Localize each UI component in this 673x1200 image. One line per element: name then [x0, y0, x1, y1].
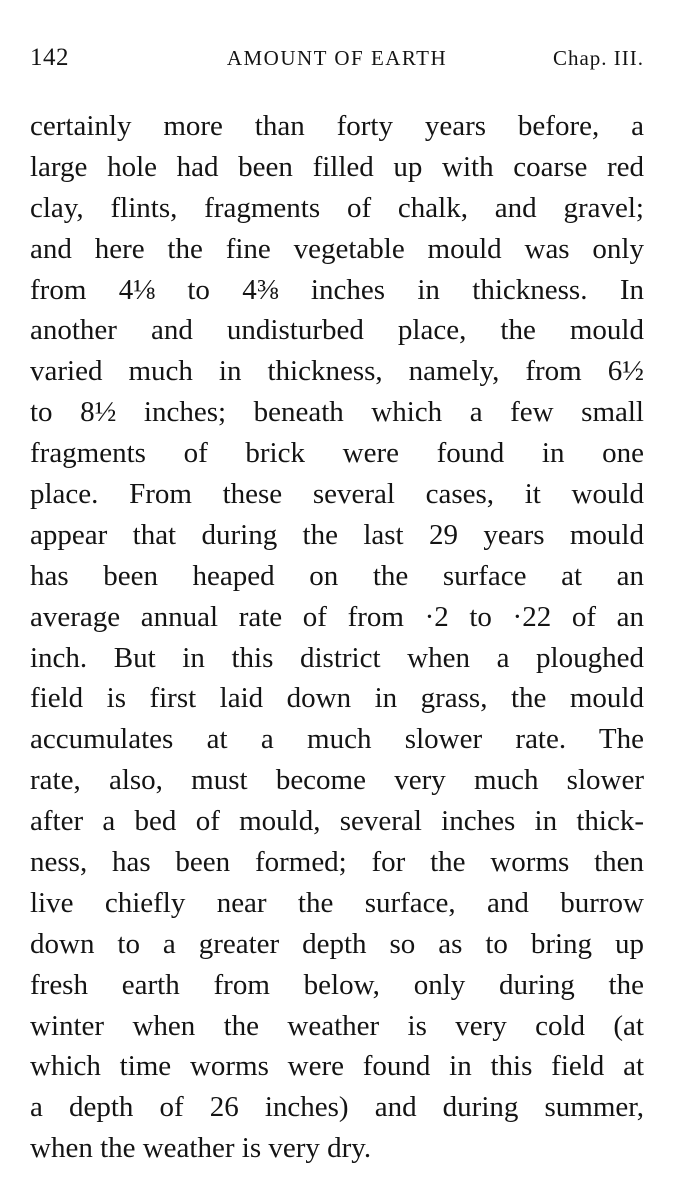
running-head: [30, 44, 644, 76]
chapter-label: Chap. III.: [552, 46, 644, 70]
text-line: another and undisturbed place, the mould: [30, 314, 644, 347]
text-line: live chiefly near the surface, and burrow: [30, 886, 644, 919]
page-number: 142: [30, 44, 69, 71]
text-line: place. From these several cases, it would: [30, 478, 644, 511]
text-line: a depth of 26 inches) and during summer,: [30, 1091, 644, 1124]
text-line: certainly more than forty years before, a: [30, 110, 644, 142]
book-page: [30, 0, 644, 1200]
text-line: which time worms were found in this field at: [30, 1050, 644, 1083]
text-line: from 4⅛ to 4⅜ inches in thickness. In: [30, 273, 644, 306]
text-line: ness, has been formed; for the worms then: [30, 846, 644, 879]
text-line: average annual rate of from ·2 to ·22 of an: [30, 600, 644, 633]
text-line: to 8½ inches; beneath which a few small: [30, 396, 644, 429]
text-line: after a bed of mould, several inches in thick-: [30, 805, 644, 838]
text-line: appear that during the last 29 years mould: [30, 518, 644, 551]
text-line: clay, flints, fragments of chalk, and gravel;: [30, 191, 644, 224]
text-line: field is first laid down in grass, the mould: [30, 682, 644, 715]
running-title: AMOUNT OF EARTH: [226, 46, 448, 70]
text-line: fresh earth from below, only during the: [30, 968, 644, 1001]
text-line: inch. But in this district when a ploughed: [30, 641, 644, 674]
text-line: large hole had been filled up with coarse red: [30, 150, 644, 183]
body-text: [30, 106, 644, 1169]
text-line: varied much in thickness, namely, from 6½: [30, 355, 644, 388]
text-line: fragments of brick were found in one: [30, 437, 644, 470]
text-line: and here the fine vegetable mould was only: [30, 232, 644, 265]
text-line: rate, also, must become very much slower: [30, 764, 644, 797]
text-line: down to a greater depth so as to bring up: [30, 927, 644, 960]
text-line: winter when the weather is very cold (at: [30, 1009, 644, 1042]
text-line: has been heaped on the surface at an: [30, 559, 644, 592]
text-line-final: when the weather is very dry.: [30, 1132, 372, 1165]
text-line: accumulates at a much slower rate. The: [30, 723, 644, 756]
